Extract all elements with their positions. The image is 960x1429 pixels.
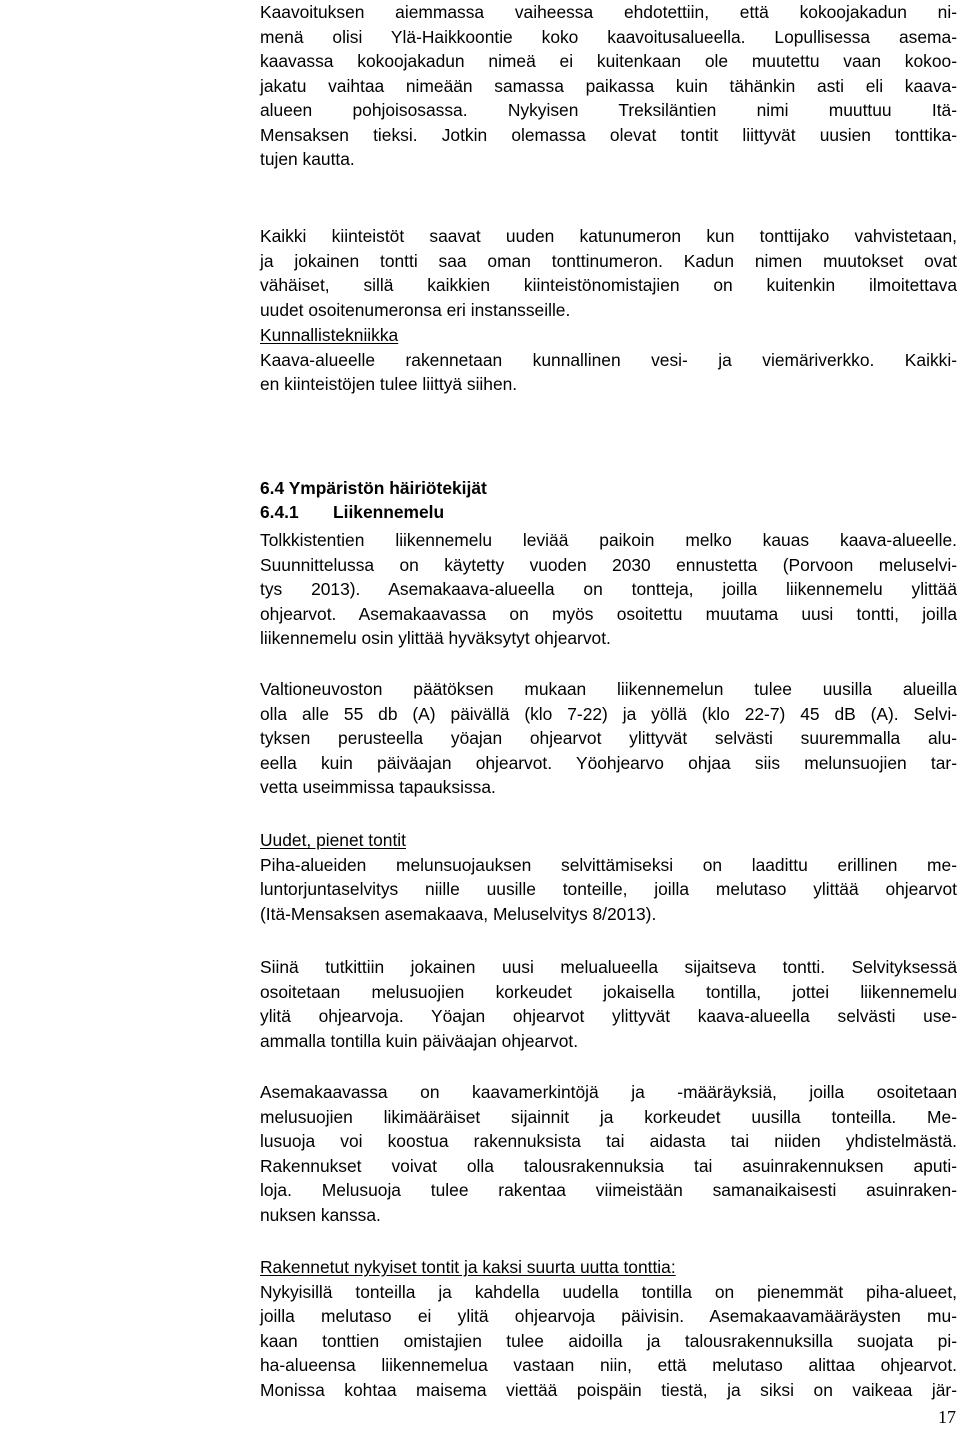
section-rakennetut-tontit [260,1255,957,1402]
text-line: ja jokainen tontti saa oman tonttinumeron. Kadun nimen muutokset ovat [260,250,957,271]
text-line: Piha-alueiden melunsuojauksen selvittämiseksi on laadittu erillinen me- [260,854,957,875]
text-line: Siinä tutkittiin jokainen uusi melualueella sijaitseva tontti. Selvityksessä [260,957,957,977]
section-uudet-tontit [260,828,957,926]
text-line: osoitetaan melusuojien korkeudet jokaisella tontilla, jottei liikennemelu [260,981,957,1002]
text-line: Tolkkistentien liikennemelu leviää paikoin melko kauas kaava-alueelle. [260,530,957,550]
subheading-uudet-tontit: Uudet, pienet tontit [260,830,406,850]
text-line: ha-alueensa liikennemelua vastaan niin, että melutaso alittaa ohjearvot. [260,1355,957,1375]
paragraph-traffic-noise [260,528,957,651]
text-line: tyksen perusteella yöajan ohjearvot ylittyvät selvästi suuremmalla alu- [260,728,957,748]
text-line: kaavassa kokoojakadun nimeä ei kuitenkaan ole muutettu vaan kokoo- [260,51,957,71]
text-line: Mensaksen tieksi. Jotkin olemassa olevat tontit liittyvät uusien tonttika- [260,124,957,145]
paragraph-government-decision [260,677,957,800]
subheading-rakennetut-tontit: Rakennetut nykyiset tontit ja kaksi suurta uutta tonttia: [260,1257,676,1277]
subheading-line [260,828,957,853]
text-line: Suunnittelussa on käytetty vuoden 2030 ennustetta (Porvoon meluselvi- [260,554,957,575]
text-line: uudet osoitenumeronsa eri instansseille. [260,299,571,320]
subheading-line [260,323,957,348]
text-line: tys 2013). Asemakaava-alueella on tontteja, joilla liikennemelu ylittää [260,579,957,599]
text-line: Kaikki kiinteistöt saavat uuden katunumeron kun tonttijako vahvistetaan, [260,226,957,246]
text-line: kaan tonttien omistajien tulee aidoilla ja talousrakennuksilla suojata pi- [260,1330,957,1351]
text-line: Rakennukset voivat olla talousrakennuksia tai asuinrakennuksen aputi- [260,1155,957,1176]
paragraph-street-numbers [260,224,957,322]
text-line: menä olisi Ylä-Haikkoontie koko kaavoitusalueella. Lopullisessa asema- [260,26,957,47]
paragraph-plan-markings [260,1080,957,1227]
text-line: Kaava-alueelle rakennetaan kunnallinen vesi- ja viemäriverkko. Kaikki- [260,349,957,370]
paragraph-study [260,955,957,1053]
text-line: Monissa kohtaa maisema viettää poispäin tiestä, ja siksi on vaikeaa jär- [260,1379,957,1400]
section-kunnallistekniikka [260,323,957,397]
text-line: tujen kautta. [260,149,355,169]
paragraph-street-names [260,0,957,172]
text-line: melusuojien likimääräiset sijainnit ja korkeudet uusilla tonteilla. Me- [260,1106,957,1127]
heading-6-4-1 [260,500,444,524]
text-line: alueen pohjoisosassa. Nykyisen Treksiläntien nimi muuttuu Itä- [260,100,957,120]
heading-number: 6.4.1 [260,502,299,522]
text-line: lusuoja voi koostua rakennuksista tai aidasta tai niiden yhdistelmästä. [260,1131,957,1151]
heading-title: Liikennemelu [333,502,445,522]
text-line: eella kuin päiväajan ohjearvot. Yöohjearvo ohjaa siis melunsuojien tar- [260,752,957,773]
page-number: 17 [938,1407,956,1427]
text-line: (Itä-Mensaksen asemakaava, Meluselvitys 8/2013). [260,903,657,924]
text-line: ylitä ohjearvoja. Yöajan ohjearvot ylittyvät kaava-alueella selvästi use- [260,1006,957,1026]
text-line: ammalla tontilla kuin päiväajan ohjearvot. [260,1030,579,1051]
text-line: joilla melutaso ei ylitä ohjearvoja päivisin. Asemakaavamääräysten mu- [260,1306,957,1326]
text-line: vähäiset, sillä kaikkien kiinteistönomistajien on kuitenkin ilmoitettava [260,275,957,295]
heading-6-4: 6.4 Ympäristön häiriötekijät [260,478,487,498]
text-line: ohjearvot. Asemakaavassa on myös osoitettu muutama uusi tontti, joilla [260,603,957,624]
text-line: Asemakaavassa on kaavamerkintöjä ja -määräyksiä, joilla osoitetaan [260,1082,957,1102]
subheading-kunnallistekniikka: Kunnallistekniikka [260,325,399,345]
text-line: Valtioneuvoston päätöksen mukaan liikennemelun tulee uusilla alueilla [260,679,957,699]
text-line: luntorjuntaselvitys niille uusille tonteille, joilla melutaso ylittää ohjearvot [260,879,957,899]
text-line: liikennemelu osin ylittää hyväksytyt ohjearvot. [260,628,611,648]
text-line: Kaavoituksen aiemmassa vaiheessa ehdotettiin, että kokoojakadun ni- [260,2,957,22]
text-line: nuksen kanssa. [260,1204,381,1225]
text-line: olla alle 55 db (A) päivällä (klo 7-22) ja yöllä (klo 22-7) 45 dB (A). Selvi- [260,703,957,724]
text-line: vetta useimmissa tapauksissa. [260,777,496,797]
text-line: Nykyisillä tonteilla ja kahdella uudella tontilla on pienemmät piha-alueet, [260,1281,957,1302]
text-line: loja. Melusuoja tulee rakentaa viimeistään samanaikaisesti asuinraken- [260,1180,957,1200]
subheading-line [260,1255,957,1280]
text-line: en kiinteistöjen tulee liittyä siihen. [260,374,518,394]
text-line: jakatu vaihtaa nimeään samassa paikassa kuin tähänkin asti eli kaava- [260,75,957,96]
